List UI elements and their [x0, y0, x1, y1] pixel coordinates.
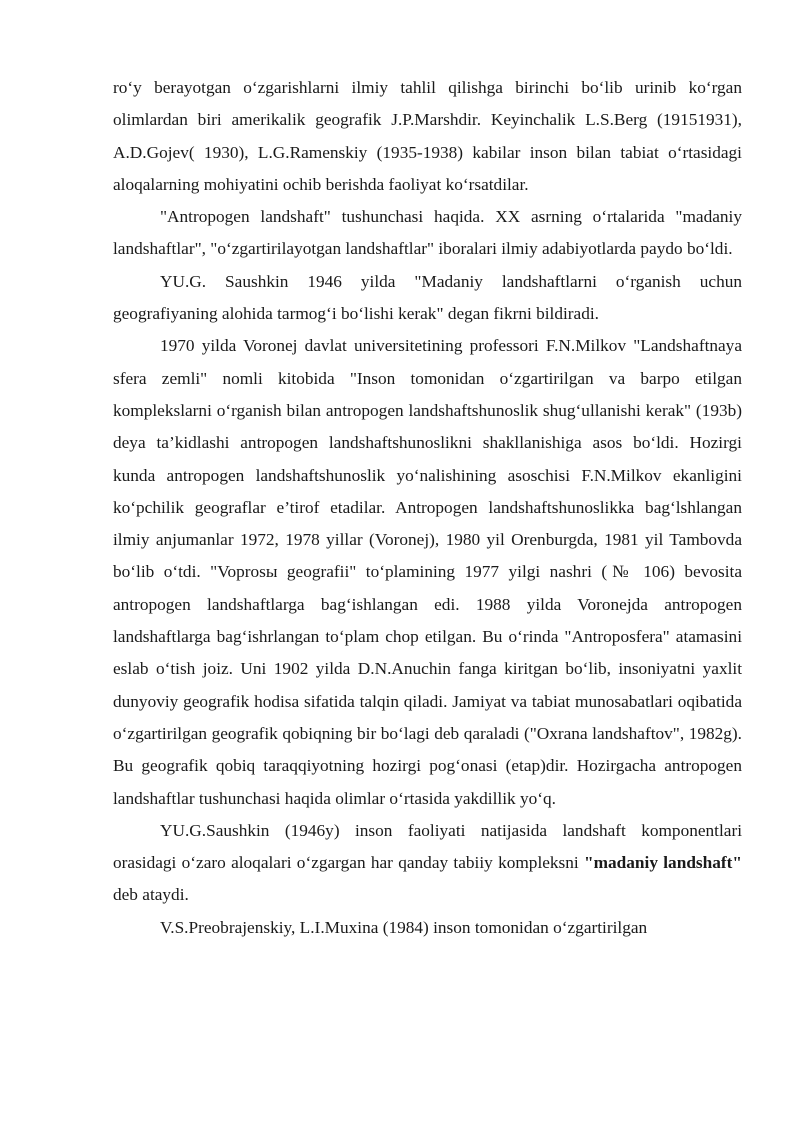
paragraph-milkov: 1970 yilda Voronej davlat universitetining professori F.N.Milkov "Landshaftnaya sfera zemli" nomli kitobida "Inson tomonidan o‘zgartirilgan va barpo etilgan komplekslarni o‘rganish bilan antropogen landshaftshunoslik shug‘ullanishi kerak" (193b) deya ta’kidlashi antropogen landshaftshunoslikni shakllanishiga asos bo‘ldi. Hozirgi kunda antropogen landshaftshunoslik yo‘nalishining asoschisi F.N.Milkov ekanligini ko‘pchilik geograflar e’tirof etadilar. Antropogen landshaftshunoslikka bag‘lshlangan ilmiy anjumanlar 1972, 1978 yillar (Voronej), 1980 yil Orenburgda, 1981 yil Tambovda bo‘lib o‘tdi. "Voprosы geografii" to‘plamining 1977 yilgi nashri (№ 106) bevosita antropogen landshaftlarga bag‘ishlangan edi. 1988 yilda Voronejda antropogen landshaftlarga bag‘ishrlangan to‘plam chop etilgan. Bu o‘rinda "Antroposfera" atamasini eslab o‘tish joiz. Uni 1902 yilda D.N.Anuchin fanga kiritgan bo‘lib, insoniyatni yaxlit dunyoviy geografik hodisa sifatida talqin qiladi. Jamiyat va tabiat munosabatlari oqibatida o‘zgartirilgan geografik qobiqning bir bo‘lagi deb qaraladi ("Oxrana landshaftov", 1982g). Bu geografik qobiq taraqqiyotning hozirgi pog‘onasi (etap)dir. Hozirgacha antropogen landshaftlar tushunchasi haqida olimlar o‘rtasida yakdillik yo‘q.: [113, 336, 742, 808]
saushkin-text-after: deb ataydi.: [113, 885, 189, 905]
paragraph-saushkin-1946: YU.G. Saushkin 1946 yilda "Madaniy landshaftlarni o‘rganish uchun geografiyaning alohida tarmog‘i bo‘lishi kerak" degan fikrni bildiradi.: [113, 271, 742, 324]
madaniy-landshaft-term: "madaniy landshaft": [584, 853, 743, 873]
paragraph-saushkin-definition: [113, 815, 742, 912]
saushkin-text-before: YU.G.Saushkin (1946y) inson faoliyati natijasida landshaft komponentlari orasidagi o‘zaro aloqalari o‘zgargan har qanday tabiiy kompleksni: [113, 820, 742, 873]
paragraph-antropogen-landshaft: "Antropogen landshaft" tushunchasi haqida. XX asrning o‘rtalarida "madaniy landshaftlar", "o‘zgartirilayotgan landshaftlar" iboralari ilmiy adabiyotlarda paydo bo‘ldi.: [113, 207, 742, 259]
body-text: [113, 72, 742, 944]
paragraph-preobrajenskiy: V.S.Preobrajenskiy, L.I.Muxina (1984) inson tomonidan o‘zgartirilgan: [160, 917, 648, 937]
paragraph-continuation: ro‘y berayotgan o‘zgarishlarni ilmiy tahlil qilishga birinchi bo‘lib urinib ko‘rgan olimlardan biri amerikalik geografik J.P.Marshdir. Keyinchalik L.S.Berg (19151931), A.D.Gojev( 1930), L.G.Ramenskiy (1935-1938) kabilar inson bilan tabiat o‘rtasidagi aloqalarning mohiyatini ochib berishda faoliyat ko‘rsatdilar.: [113, 78, 742, 194]
